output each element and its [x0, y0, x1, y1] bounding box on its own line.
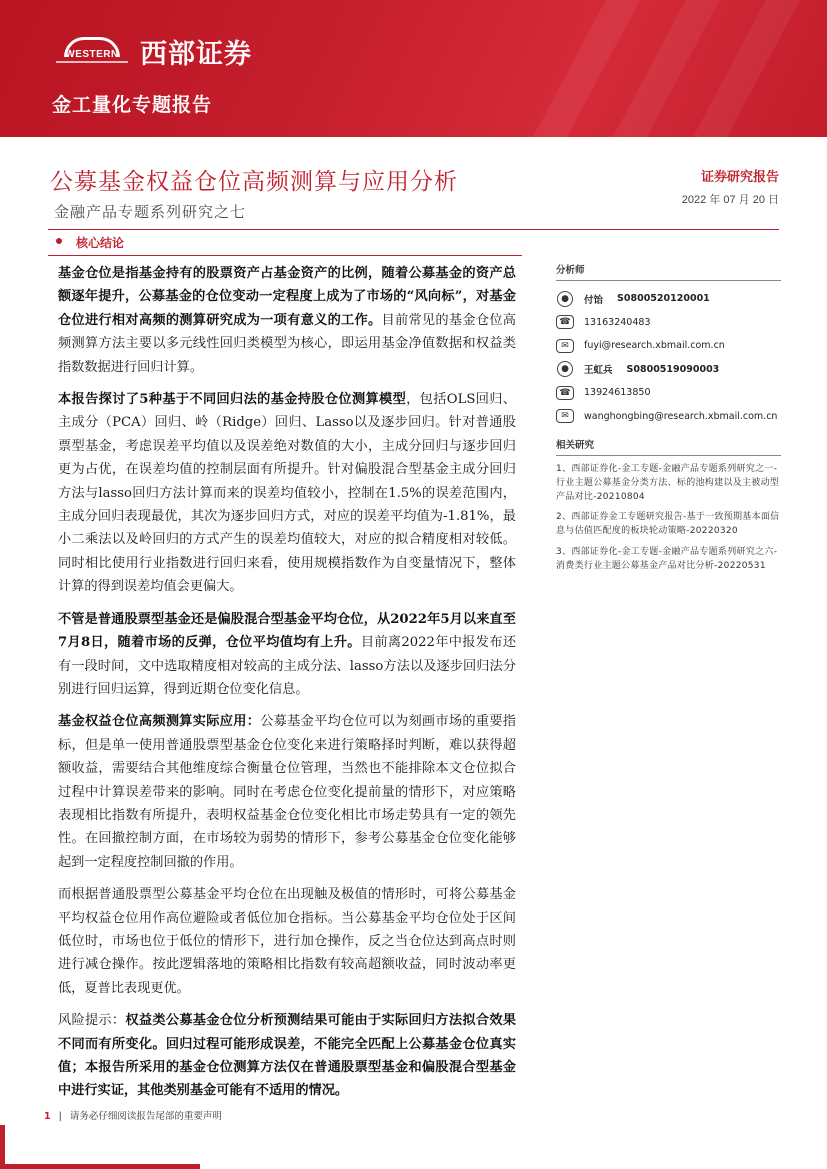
core-conclusions — [58, 262, 516, 1112]
analyst-name-row: ● 王虹兵 S0800519090003 — [556, 358, 781, 382]
person-icon: ● — [557, 291, 573, 307]
analyst-phone-row: ☎ 13924613850 — [556, 381, 781, 405]
divider — [48, 255, 522, 256]
report-date: 2022 年 07 月 20 日 — [681, 194, 779, 206]
report-type: 金工量化专题报告 — [52, 94, 213, 116]
analyst-name-row: ● 付饴 S0800520120001 — [556, 287, 781, 311]
analyst-email-row — [556, 334, 781, 358]
phone-icon: ☎ — [556, 386, 574, 400]
sidebar — [556, 262, 781, 574]
email-icon: ✉ — [556, 409, 574, 423]
analyst-heading: 分析师 — [556, 262, 781, 281]
paragraph: 而根据普通股票型公募基金平均仓位在出现触及极值的情形时，可将公募基金平均权益仓位用作高位避险或者低位加仓指标。当公募基金平均仓位处于区间低位时，市场也位于低位的情形下，进行加仓操作，反之当仓位达到高点时则进行减仓操作。按此逻辑落地的策略相比指数有较高超额收益，同时波动率更低，夏普比表现更优。 — [58, 887, 516, 996]
header-banner — [0, 0, 827, 137]
bullet-icon — [56, 238, 62, 244]
company-logo — [56, 32, 252, 71]
related-research — [556, 437, 781, 574]
paragraph: 不管是普通股票型基金还是偏股混合型基金平均仓位，从2022年5月以来直至7月8日，随着市场的反弹，仓位平均值均有上升。目前离2022年中报发布还有一段时间，文中选取精度相对较高的主成分法、lasso方法以及逐步回归法分别进行回归运算，得到近期仓位变化信息。 — [58, 611, 517, 697]
page-number: 1 — [44, 1111, 51, 1122]
logo-word: WESTERN — [65, 48, 119, 60]
paragraph: 本报告探讨了5种基于不同回归法的基金持股仓位测算模型，包括OLS回归、主成分（PCA）回归、岭（Ridge）回归、Lasso以及逐步回归。针对普通股票型基金，考虑误差平均值以及误差绝对数值的大小，主成分回归与逐步回归更为占优，在误差均值的控制层面有所提升。针对偏股混合型基金主成分回归方法与lasso回归方法计算而来的误差均值较小，控制在1.5%的误差范围内，主成分回归表现最优，其次为逐步回归方式，对应的误差平均值为-1.81%，最小二乘法以及岭回归的方式产生的误差均值较大，对应的拟合精度相对较低。同时相比使用行业指数进行回归来看，使用规模指数作为自变量情况下，整体计算的得到误差均值会更偏大。 — [58, 392, 516, 595]
logo-mark-icon — [56, 35, 128, 69]
analyst-email[interactable]: wanghongbing@research.xbmail.com.cn — [584, 410, 778, 422]
footer-notice: 请务必仔细阅读报告尾部的重要声明 — [69, 1111, 222, 1122]
company-name: 西部证券 — [140, 39, 252, 70]
corner-decoration — [0, 1125, 5, 1169]
paragraph: 基金权益仓位高频测算实际应用：公募基金平均仓位可以为刻画市场的重要指标，但是单一使用普通股票型基金仓位变化来进行策略择时判断，难以获得超额收益，需要结合其他维度综合衡量仓位管理，当然也不能排除本文仓位拟合过程中计算误差带来的影响。同时在考虑仓位变化提前量的情形下，对应策略表现相比指数有所提升，表明权益基金仓位变化相比市场走势具有一定的领先性。在回撤控制方面，在市场较为弱势的情形下，参考公募基金仓位变化能够起到一定程度控制回撤的作用。 — [58, 714, 516, 870]
risk-warning: 风险提示：权益类公募基金仓位分析预测结果可能由于实际回归方法拟合效果不同而有所变化。回归过程可能形成误差，不能完全匹配上公募基金仓位真实值；本报告所采用的基金仓位测算方法仅在普通股票型基金和偏股混合型基金中进行实证，其他类别基金可能有不适用的情况。 — [58, 1013, 517, 1099]
related-item[interactable]: 1、西部证券化-金工专题-金融产品专题系列研究之一-行业主题公募基金分类方法、标的池构建以及主被动型产品对比-20210804 — [556, 464, 780, 502]
analyst-phone-row: ☎ 13163240483 — [556, 311, 781, 335]
related-heading: 相关研究 — [556, 437, 781, 456]
divider — [48, 229, 779, 230]
phone-icon: ☎ — [556, 315, 574, 329]
person-icon: ● — [557, 361, 573, 377]
page-subtitle: 金融产品专题系列研究之七 — [54, 203, 247, 221]
analyst-list — [556, 287, 781, 428]
analyst-email[interactable]: fuyi@research.xbmail.com.cn — [584, 340, 725, 352]
corner-decoration — [0, 1164, 200, 1169]
section-heading: 核心结论 — [76, 236, 125, 250]
report-tag: 证券研究报告 — [700, 170, 779, 185]
analyst-email-row — [556, 405, 781, 429]
paragraph: 基金仓位是指基金持有的股票资产占基金资产的比例，随着公募基金的资产总额逐年提升，公募基金的仓位变动一定程度上成为了市场的“风向标”，对基金仓位进行相对高频的测算研究成为一项有意义的工作。目前常见的基金仓位高频测算方法主要以多元线性回归类模型为核心，即运用基金净值数据和权益类指数数据进行回归计算。 — [58, 266, 516, 375]
page-footer: 1 | 请务必仔细阅读报告尾部的重要声明 — [44, 1111, 222, 1122]
related-item[interactable]: 2、西部证券金工专题研究报告-基于一致预期基本面信息与估值匹配度的板块轮动策略-20220320 — [556, 512, 780, 537]
email-icon: ✉ — [556, 339, 574, 353]
page-title: 公募基金权益仓位高频测算与应用分析 — [50, 169, 458, 195]
related-item[interactable]: 3、西部证券化-金工专题-金融产品专题系列研究之六-消费类行业主题公募基金产品对比分析-20220531 — [556, 546, 778, 571]
